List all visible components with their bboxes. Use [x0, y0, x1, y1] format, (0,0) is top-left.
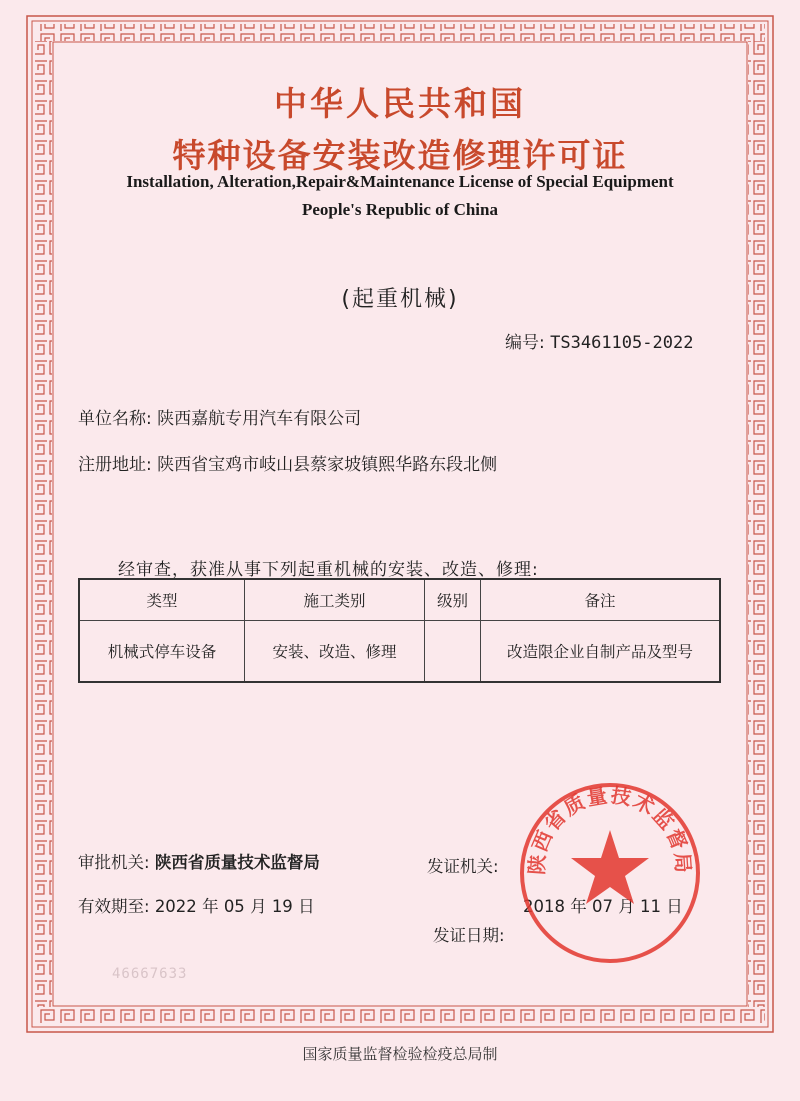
validity-month: 05: [223, 897, 245, 916]
table-cell-type: 机械式停车设备: [79, 621, 245, 683]
table-cell-level: [425, 621, 481, 683]
title-chinese-line-2: 特种设备安装改造修理许可证: [172, 136, 628, 175]
validity-label: 有效期至:: [78, 897, 150, 916]
month-unit: 月: [250, 897, 267, 916]
table-cell-work-category: 安装、改造、修理: [245, 621, 425, 683]
serial-number-row: [505, 328, 693, 353]
validity-row: [78, 893, 315, 917]
table-header: 施工类别: [245, 579, 425, 621]
equipment-category: (起重机械): [341, 287, 459, 312]
table-header: 备注: [481, 579, 721, 621]
permit-table: [78, 578, 721, 683]
unit-value: 陕西嘉航专用汽车有限公司: [157, 409, 362, 429]
table-header-row: [79, 579, 720, 621]
issue-month: 07: [592, 897, 613, 916]
month-unit: 月: [618, 897, 635, 916]
title-english-line-1: Installation, Alteration,Repair&Maintenance License of Special Equipment: [126, 172, 674, 191]
table-row: [79, 621, 720, 683]
issue-year: 2018: [523, 897, 565, 916]
title-chinese-line-1: 中华人民共和国: [274, 84, 526, 123]
table-header: 级别: [425, 579, 481, 621]
issue-date-label: 发证日期:: [433, 926, 505, 945]
issue-day: 11: [640, 897, 661, 916]
address-row: [78, 450, 497, 475]
issuer-label: 发证机关:: [427, 857, 499, 876]
address-label: 注册地址:: [78, 455, 152, 475]
official-seal: [515, 778, 705, 968]
svg-text:陕西省质量技术监督局: 陕西省质量技术监督局: [524, 782, 696, 876]
title-english-line-2: People's Republic of China: [302, 200, 498, 219]
unit-label: 单位名称:: [78, 409, 152, 429]
table-header: 类型: [79, 579, 245, 621]
approval-intro: 经审查，获准从事下列起重机械的安装、改造、修理:: [118, 560, 539, 580]
serial-label: 编号:: [505, 333, 545, 353]
validity-day: 19: [271, 897, 293, 916]
address-value: 陕西省宝鸡市岐山县蔡家坡镇熙华路东段北侧: [157, 455, 498, 475]
day-unit: 日: [298, 897, 315, 916]
validity-year: 2022: [154, 897, 197, 916]
unit-name-row: [78, 404, 361, 429]
year-unit: 年: [570, 897, 587, 916]
approval-value: 陕西省质量技术监督局: [154, 853, 320, 872]
table-cell-remarks: 改造限企业自制产品及型号: [481, 621, 721, 683]
serial-number: TS3461105-2022: [550, 333, 694, 353]
approval-authority-row: [78, 849, 320, 873]
footer-issuer: 国家质量监督检验检疫总局制: [302, 1045, 498, 1063]
year-unit: 年: [202, 897, 219, 916]
faint-serial-number: 46667633: [112, 966, 188, 982]
approval-label: 审批机关:: [78, 853, 150, 872]
day-unit: 日: [666, 897, 683, 916]
